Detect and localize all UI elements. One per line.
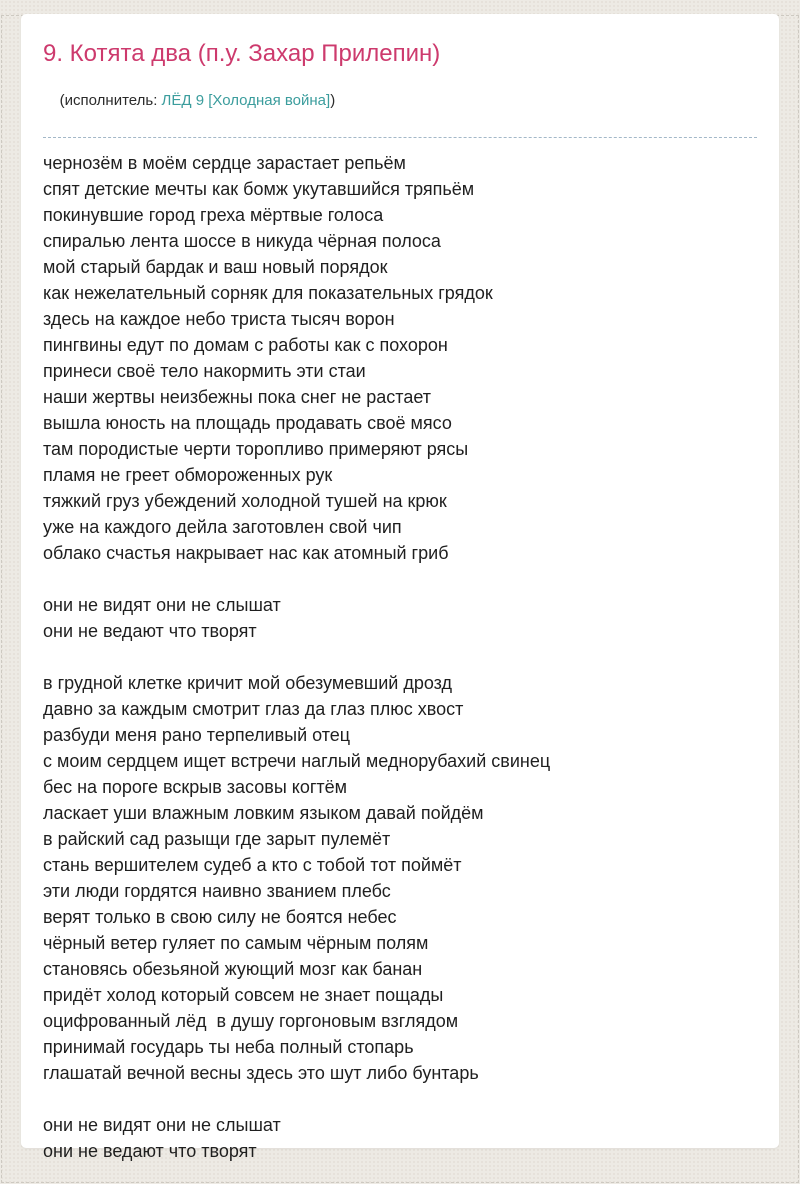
lyric-line: спиралью лента шоссе в никуда чёрная полоса: [43, 231, 441, 251]
lyric-line: они не ведают что творят: [43, 621, 257, 641]
lyric-line: они не видят они не слышат: [43, 1115, 281, 1135]
lyric-line: в грудной клетке кричит мой обезумевший дрозд: [43, 673, 452, 693]
lyric-line: там породистые черти торопливо примеряют рясы: [43, 439, 469, 459]
lyric-line: придёт холод который совсем не знает пощады: [43, 985, 444, 1005]
lyric-line: становясь обезьяной жующий мозг как банан: [43, 959, 423, 979]
lyric-line: чёрный ветер гуляет по самым чёрным полям: [43, 933, 429, 953]
lyric-line: пламя не греет обмороженных рук: [43, 465, 333, 485]
lyric-line: верят только в свою силу не боятся небес: [43, 907, 397, 927]
lyric-line: принимай государь ты неба полный стопарь: [43, 1037, 414, 1057]
lyric-line: облако счастья накрывает нас как атомный гриб: [43, 543, 449, 563]
lyric-line: вышла юность на площадь продавать своё мясо: [43, 413, 452, 433]
page-title: 9. Котята два (п.у. Захар Прилепин): [43, 40, 441, 67]
lyric-line: принеси своё тело накормить эти стаи: [43, 361, 366, 381]
lyric-line: они не ведают что творят: [43, 1141, 257, 1161]
lyric-line: ласкает уши влажным ловким языком давай пойдём: [43, 803, 484, 823]
lyric-line: давно за каждым смотрит глаз да глаз плюс хвост: [43, 699, 464, 719]
lyric-line: спят детские мечты как бомж укутавшийся тряпьём: [43, 179, 475, 199]
lyric-line: эти люди гордятся наивно званием плебс: [43, 881, 391, 901]
performer-line: [43, 72, 757, 138]
lyric-line: они не видят они не слышат: [43, 595, 281, 615]
lyric-line: стань вершителем судеб а кто с тобой тот поймёт: [43, 855, 462, 875]
lyric-line: оцифрованный лёд в душу горгоновым взглядом: [43, 1011, 459, 1031]
performer-closing-paren: ): [330, 92, 336, 109]
lyric-line: как нежелательный сорняк для показательных грядок: [43, 283, 493, 303]
lyric-line: бес на пороге вскрыв засовы когтём: [43, 777, 348, 797]
performer-label: (исполнитель:: [59, 92, 162, 109]
lyric-line: уже на каждого дейла заготовлен свой чип: [43, 517, 402, 537]
stanza-gap: [43, 566, 757, 592]
stanza-gap: [43, 644, 757, 670]
lyric-line: глашатай вечной весны здесь это шут либо бунтарь: [43, 1063, 479, 1083]
lyric-line: в райский сад разыщи где зарыт пулемёт: [43, 829, 391, 849]
stanza-gap: [43, 1086, 757, 1112]
lyric-line: мой старый бардак и ваш новый порядок: [43, 257, 388, 277]
lyric-line: наши жертвы неизбежны пока снег не растает: [43, 387, 431, 407]
lyric-line: тяжкий груз убеждений холодной тушей на крюк: [43, 491, 447, 511]
performer-link[interactable]: ЛЁД 9 [Холодная война]: [161, 92, 331, 109]
lyric-line: покинувшие город греха мёртвые голоса: [43, 205, 384, 225]
lyric-line: с моим сердцем ищет встречи наглый меднорубахий свинец: [43, 751, 551, 771]
lyric-line: здесь на каждое небо триста тысяч ворон: [43, 309, 395, 329]
lyric-line: пингвины едут по домам с работы как с похорон: [43, 335, 448, 355]
lyric-line: разбуди меня рано терпеливый отец: [43, 725, 351, 745]
lyrics-card: [21, 14, 779, 1161]
lyrics: [43, 150, 757, 1164]
lyric-line: чернозём в моём сердце зарастает репьём: [43, 153, 406, 173]
